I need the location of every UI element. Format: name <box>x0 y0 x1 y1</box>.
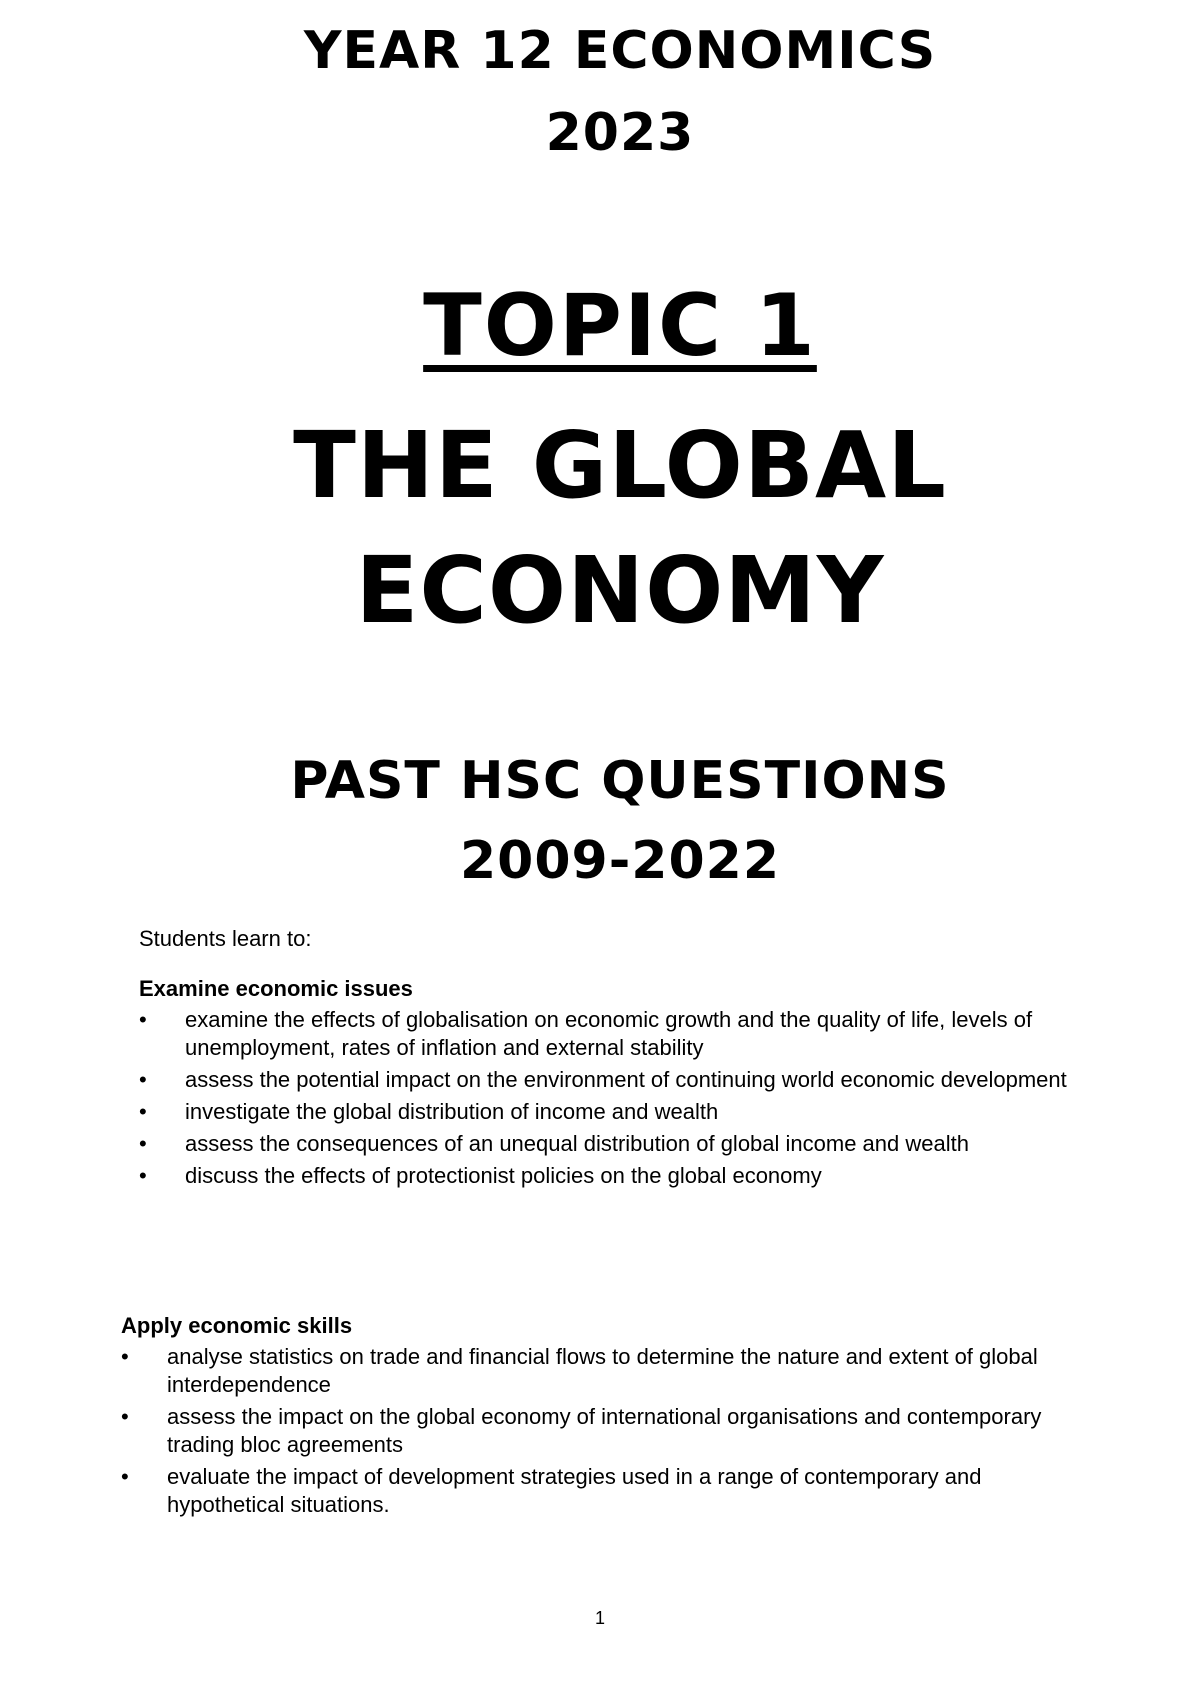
course-title: YEAR 12 ECONOMICS <box>303 21 937 81</box>
examine-issues-heading: Examine economic issues <box>139 976 413 1001</box>
topic-title-line-1: THE GLOBAL <box>293 412 947 519</box>
list-item-text: discuss the effects of protectionist policies on the global economy <box>185 1163 822 1188</box>
bullet: • <box>139 1007 147 1032</box>
list-item-text: assess the potential impact on the environment of continuing world economic development <box>185 1067 1067 1092</box>
apply-skills-list <box>121 1343 1081 1519</box>
list-item-text: examine the effects of globalisation on economic growth and the quality of life, levels of unemployment, rates of inflation and external stability <box>185 1007 1033 1060</box>
list-item-text: assess the impact on the global economy of international organisations and contemporary trading bloc agreements <box>167 1404 1042 1457</box>
page-number: 1 <box>594 1608 605 1628</box>
list-item <box>121 1343 1081 1399</box>
students-learn-label: Students learn to: <box>139 926 312 951</box>
bullet: • <box>121 1404 129 1429</box>
list-item <box>139 1066 1099 1094</box>
bullet: • <box>121 1344 129 1369</box>
topic-label-text: TOPIC 1 <box>423 276 817 376</box>
list-item <box>121 1463 1081 1519</box>
apply-skills-heading: Apply economic skills <box>121 1313 353 1338</box>
list-item-text: evaluate the impact of development strategies used in a range of contemporary and hypothetical situations. <box>167 1464 982 1517</box>
learning-outcomes <box>139 924 1099 1194</box>
course-year: 2023 <box>545 103 695 163</box>
bullet: • <box>139 1067 147 1092</box>
subtitle-line-1: PAST HSC QUESTIONS <box>290 751 950 811</box>
topic-title-line-2: ECONOMY <box>355 537 885 644</box>
list-item <box>139 1162 1099 1190</box>
economic-skills <box>121 1311 1081 1523</box>
list-item <box>139 1098 1099 1126</box>
list-item <box>121 1403 1081 1459</box>
list-item <box>139 1006 1099 1062</box>
examine-issues-list <box>139 1006 1099 1190</box>
list-item <box>139 1130 1099 1158</box>
bullet: • <box>139 1099 147 1124</box>
subtitle-line-2: 2009-2022 <box>459 831 781 891</box>
bullet: • <box>139 1131 147 1156</box>
topic-label <box>0 276 1200 376</box>
bullet: • <box>139 1163 147 1188</box>
list-item-text: analyse statistics on trade and financial flows to determine the nature and extent of global interdependence <box>167 1344 1038 1397</box>
list-item-text: assess the consequences of an unequal distribution of global income and wealth <box>185 1131 969 1156</box>
bullet: • <box>121 1464 129 1489</box>
list-item-text: investigate the global distribution of income and wealth <box>185 1099 719 1124</box>
